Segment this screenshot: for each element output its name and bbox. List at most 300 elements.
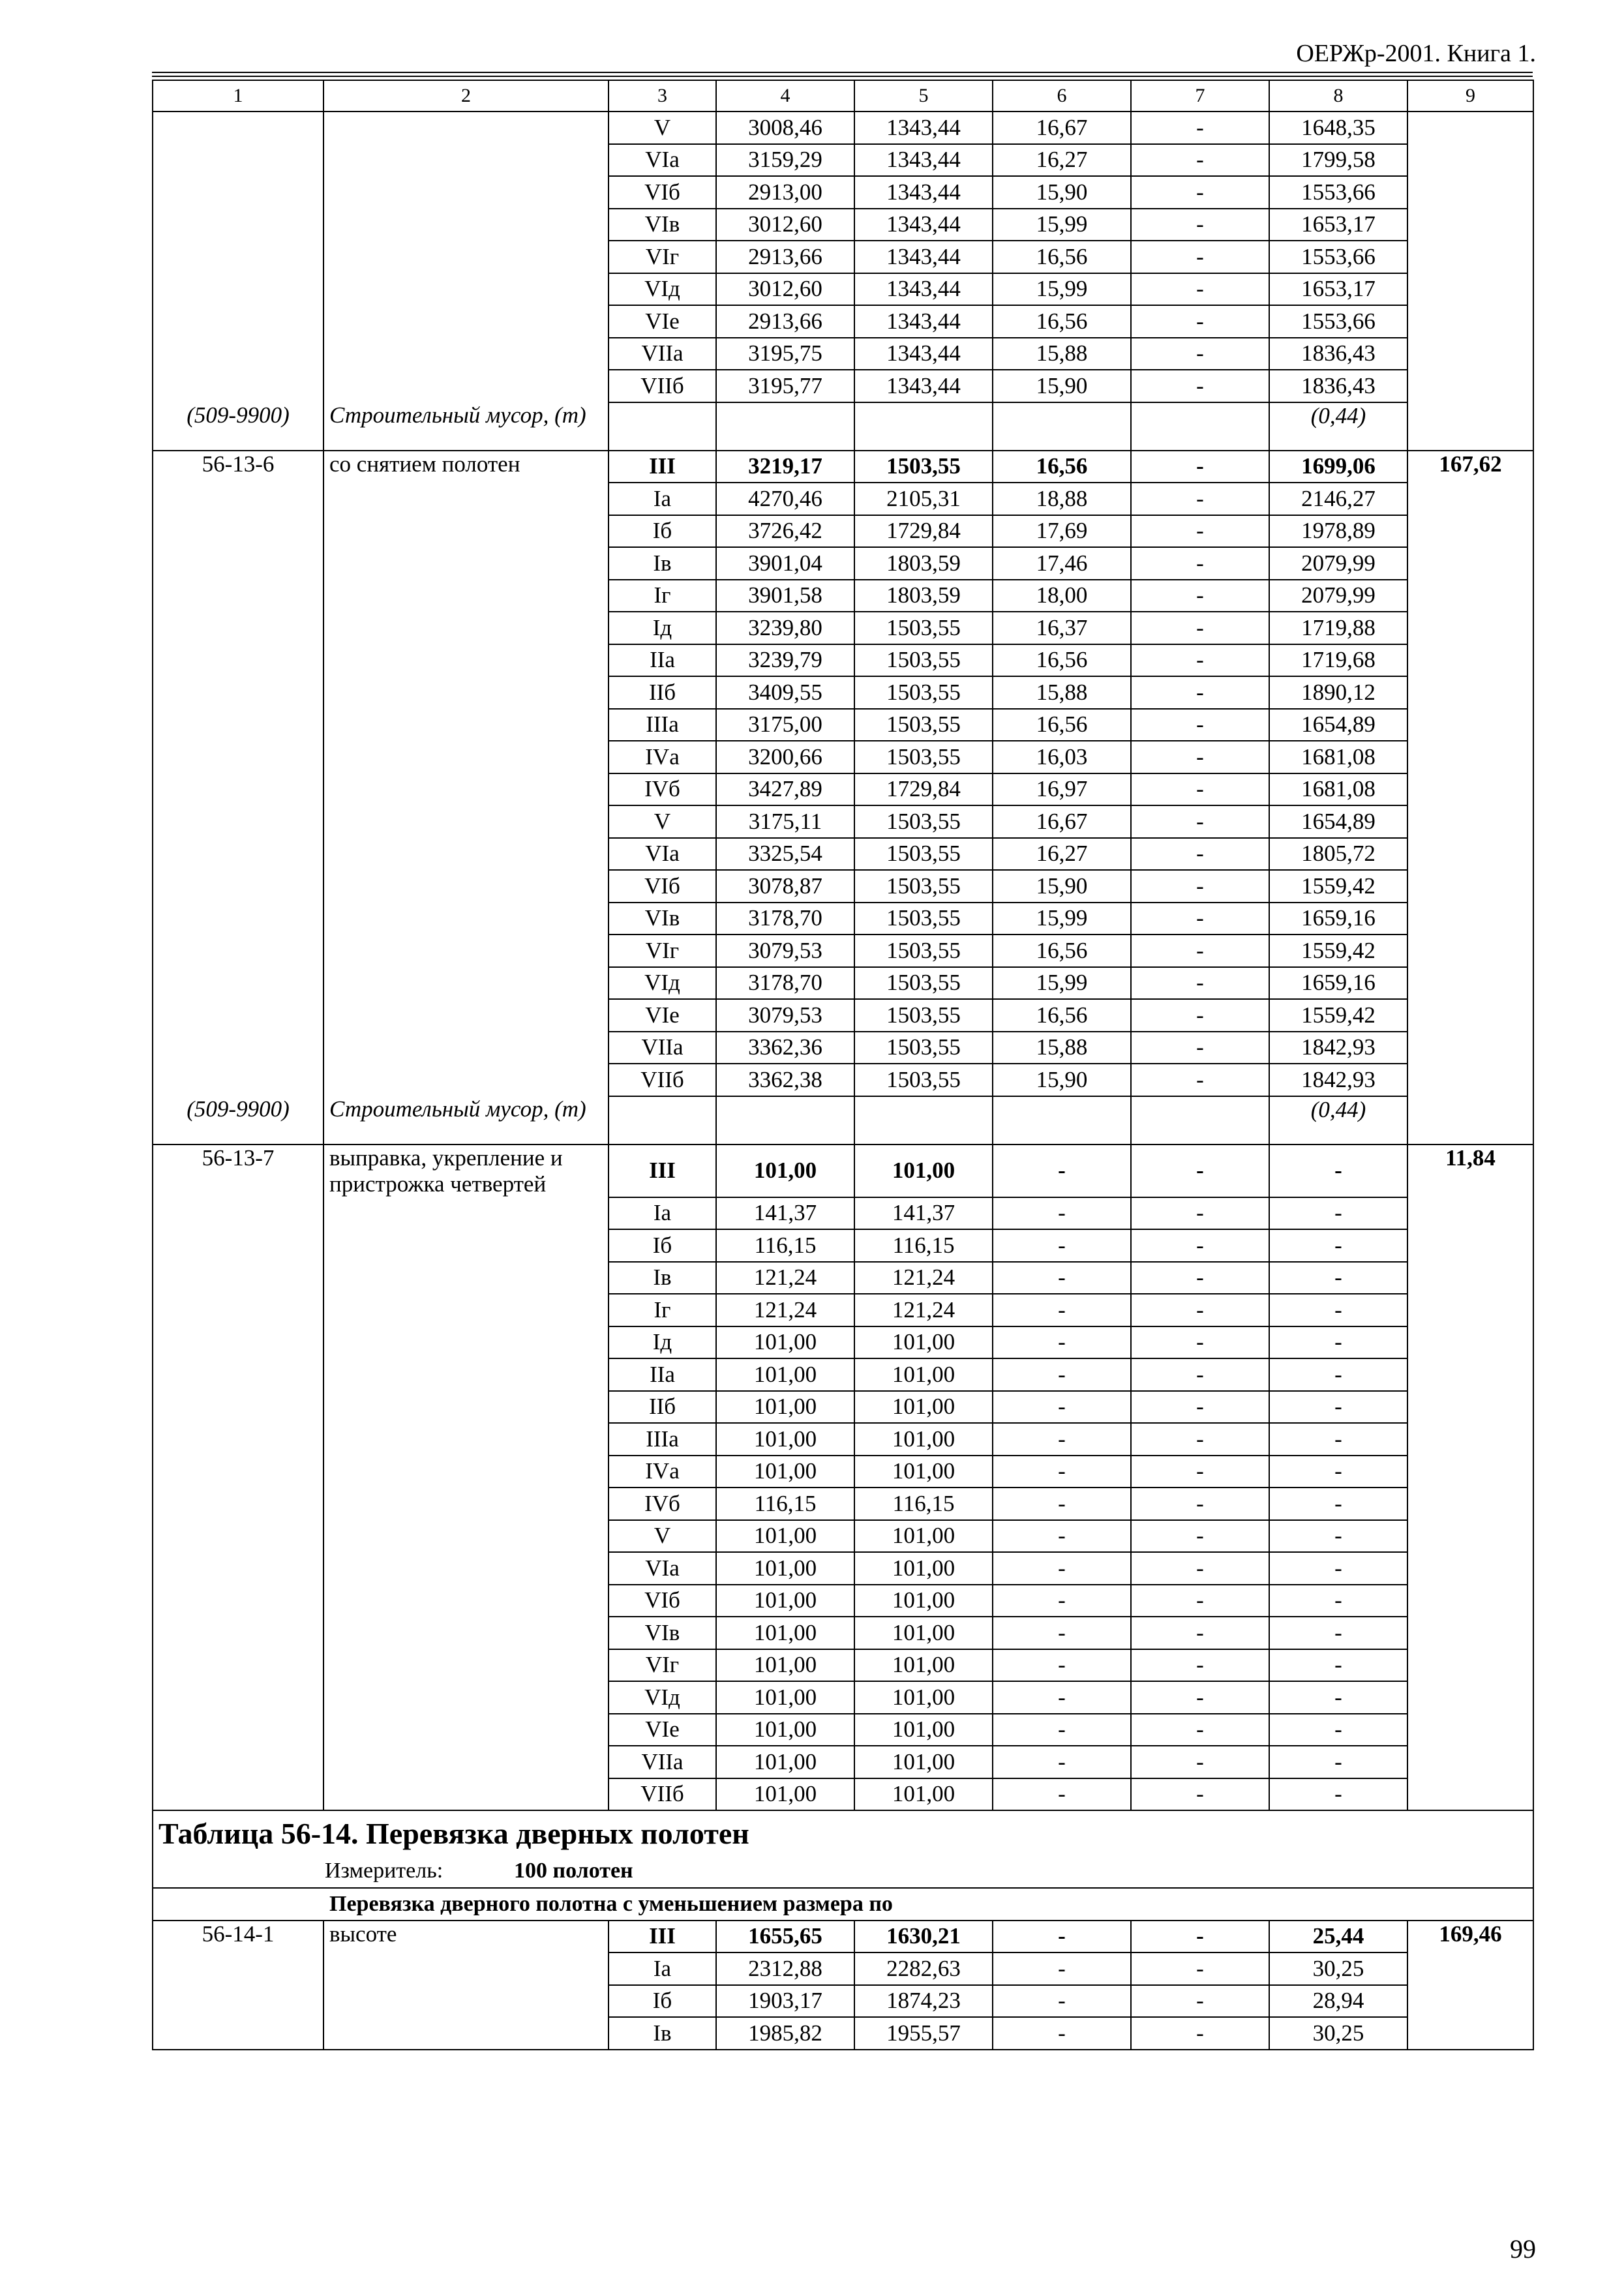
value-cell: 1654,89 (1269, 709, 1407, 741)
item-code (153, 515, 323, 548)
item-code (153, 1391, 323, 1424)
value-cell: 3239,80 (716, 612, 854, 644)
table-title-row (153, 1810, 1533, 1888)
item-name (323, 305, 609, 338)
total-cell (1407, 903, 1533, 935)
value-cell: - (1131, 1585, 1269, 1617)
value-cell: 3175,11 (716, 805, 854, 838)
table-row (153, 1456, 1533, 1488)
table-row (153, 580, 1533, 612)
total-cell (1407, 1617, 1533, 1649)
item-name (323, 805, 609, 838)
item-code (153, 838, 323, 871)
zone-code: VIIа (609, 1746, 716, 1778)
value-cell: - (1131, 451, 1269, 483)
total-cell (1407, 1488, 1533, 1520)
value-cell: 101,00 (854, 1456, 993, 1488)
value-cell: 1803,59 (854, 580, 993, 612)
total-cell (1407, 1197, 1533, 1230)
value-cell: 2079,99 (1269, 580, 1407, 612)
value-cell: 101,00 (854, 1552, 993, 1585)
value-cell: 1805,72 (1269, 838, 1407, 871)
value-cell: 2146,27 (1269, 483, 1407, 515)
zone-code: Iб (609, 515, 716, 548)
item-code (153, 612, 323, 644)
total-cell (1407, 773, 1533, 806)
empty-cell (609, 1096, 716, 1144)
zone-code: V (609, 805, 716, 838)
zone-code: VIIб (609, 1778, 716, 1811)
value-cell: 1903,17 (716, 1985, 854, 2018)
value-cell: 121,24 (716, 1262, 854, 1294)
value-cell: 18,00 (993, 580, 1131, 612)
value-cell: 1842,93 (1269, 1064, 1407, 1096)
total-cell (1407, 1456, 1533, 1488)
value-cell: - (1269, 1714, 1407, 1746)
total-cell (1407, 1681, 1533, 1714)
table-row (153, 1229, 1533, 1262)
value-cell: - (1131, 805, 1269, 838)
value-cell: - (1131, 1064, 1269, 1096)
item-code (153, 273, 323, 306)
item-name (323, 1985, 609, 2018)
value-cell: 1343,44 (854, 176, 993, 209)
value-cell: 101,00 (716, 1714, 854, 1746)
value-cell: - (993, 1229, 1131, 1262)
total-cell (1407, 144, 1533, 177)
value-cell: 25,44 (1269, 1921, 1407, 1953)
item-name (323, 370, 609, 402)
item-code (153, 1714, 323, 1746)
value-cell: - (1131, 1921, 1269, 1953)
value-cell: - (1131, 1952, 1269, 1985)
value-cell: 16,56 (993, 999, 1131, 1032)
table-row (153, 1358, 1533, 1391)
table-row (153, 1064, 1533, 1096)
value-cell: 101,00 (854, 1714, 993, 1746)
zone-code: IVб (609, 773, 716, 806)
value-cell: - (1131, 935, 1269, 967)
value-cell: - (1131, 644, 1269, 677)
value-cell: - (1131, 1391, 1269, 1424)
table-row (153, 1294, 1533, 1326)
zone-code: VIIа (609, 338, 716, 370)
value-cell: 1836,43 (1269, 338, 1407, 370)
item-name (323, 1064, 609, 1096)
zone-code: VIе (609, 999, 716, 1032)
value-cell: 101,00 (716, 1746, 854, 1778)
item-name (323, 144, 609, 177)
value-cell: 1978,89 (1269, 515, 1407, 548)
value-cell: - (993, 1144, 1131, 1197)
zone-code: Iв (609, 2017, 716, 2050)
item-code (153, 580, 323, 612)
value-cell: 1653,17 (1269, 273, 1407, 306)
total-cell: 11,84 (1407, 1144, 1533, 1197)
value-cell: - (1269, 1294, 1407, 1326)
value-cell: 1553,66 (1269, 241, 1407, 273)
value-cell: 16,03 (993, 741, 1131, 773)
item-code: 56-13-7 (153, 1144, 323, 1197)
value-cell: - (1131, 483, 1269, 515)
value-cell: - (1269, 1488, 1407, 1520)
total-cell (1407, 402, 1533, 451)
item-name (323, 1778, 609, 1811)
value-cell: - (1131, 547, 1269, 580)
value-cell: 101,00 (854, 1746, 993, 1778)
total-cell (1407, 1064, 1533, 1096)
value-cell: - (1269, 1391, 1407, 1424)
value-cell: - (1269, 1585, 1407, 1617)
zone-code: Iа (609, 1197, 716, 1230)
debris-code: (509-9900) (153, 1096, 323, 1144)
value-cell: 16,27 (993, 838, 1131, 871)
value-cell: 1699,06 (1269, 451, 1407, 483)
zone-code: VIIб (609, 370, 716, 402)
value-cell: 101,00 (716, 1649, 854, 1682)
item-code (153, 773, 323, 806)
total-cell (1407, 1952, 1533, 1985)
zone-code: VIд (609, 1681, 716, 1714)
value-cell: - (1131, 241, 1269, 273)
value-cell: 18,88 (993, 483, 1131, 515)
table-row (153, 870, 1533, 903)
item-code (153, 1032, 323, 1064)
value-cell: 1503,55 (854, 644, 993, 677)
value-cell: 1559,42 (1269, 999, 1407, 1032)
zone-code: VIа (609, 838, 716, 871)
value-cell: 101,00 (716, 1326, 854, 1359)
value-cell: 3079,53 (716, 999, 854, 1032)
item-code (153, 1294, 323, 1326)
value-cell: 101,00 (854, 1423, 993, 1456)
value-cell: 1653,17 (1269, 209, 1407, 241)
value-cell: - (1131, 209, 1269, 241)
item-code (153, 241, 323, 273)
table-row (153, 1617, 1533, 1649)
value-cell: 1842,93 (1269, 1032, 1407, 1064)
total-cell (1407, 1585, 1533, 1617)
table-row (153, 1144, 1533, 1197)
value-cell: 17,69 (993, 515, 1131, 548)
zone-code: Iб (609, 1985, 716, 2018)
value-cell: 1648,35 (1269, 112, 1407, 144)
value-cell: - (1269, 1262, 1407, 1294)
value-cell: - (1131, 999, 1269, 1032)
table-row (153, 935, 1533, 967)
table-row (153, 370, 1533, 402)
table-row (153, 1197, 1533, 1230)
price-table (152, 80, 1534, 2050)
value-cell: 15,90 (993, 176, 1131, 209)
value-cell: 1729,84 (854, 773, 993, 806)
column-number: 2 (323, 80, 609, 112)
zone-code: VIг (609, 1649, 716, 1682)
table-row (153, 676, 1533, 709)
item-code (153, 1952, 323, 1985)
value-cell: 1343,44 (854, 370, 993, 402)
value-cell: 2312,88 (716, 1952, 854, 1985)
value-cell: 3219,17 (716, 451, 854, 483)
value-cell: 116,15 (854, 1488, 993, 1520)
total-cell (1407, 999, 1533, 1032)
value-cell: 101,00 (854, 1144, 993, 1197)
total-cell (1407, 241, 1533, 273)
item-name (323, 1952, 609, 1985)
value-cell: - (1131, 1778, 1269, 1811)
zone-code: IIа (609, 644, 716, 677)
value-cell: 1654,89 (1269, 805, 1407, 838)
zone-code: IIб (609, 1391, 716, 1424)
value-cell: - (993, 1520, 1131, 1553)
value-cell: - (1131, 1262, 1269, 1294)
item-code (153, 741, 323, 773)
column-number: 1 (153, 80, 323, 112)
value-cell: 16,27 (993, 144, 1131, 177)
item-code (153, 1778, 323, 1811)
item-code (153, 967, 323, 1000)
value-cell: - (1131, 1456, 1269, 1488)
item-name (323, 176, 609, 209)
item-code (153, 805, 323, 838)
header-rule (152, 72, 1533, 73)
value-cell: - (1269, 1423, 1407, 1456)
value-cell: - (1131, 709, 1269, 741)
item-code (153, 644, 323, 677)
total-cell (1407, 1096, 1533, 1144)
total-cell (1407, 2017, 1533, 2050)
item-name (323, 935, 609, 967)
value-cell: - (993, 1423, 1131, 1456)
value-cell: - (1131, 1552, 1269, 1585)
item-name (323, 580, 609, 612)
value-cell: - (993, 1262, 1131, 1294)
zone-code: Iв (609, 547, 716, 580)
value-cell: 15,90 (993, 1064, 1131, 1096)
zone-code: Iг (609, 1294, 716, 1326)
empty-cell (993, 402, 1131, 451)
item-name (323, 1585, 609, 1617)
value-cell: - (1131, 1488, 1269, 1520)
value-cell: 1559,42 (1269, 935, 1407, 967)
value-cell: 116,15 (716, 1488, 854, 1520)
zone-code: VIд (609, 967, 716, 1000)
value-cell: 101,00 (854, 1520, 993, 1553)
item-code (153, 999, 323, 1032)
value-cell: 1803,59 (854, 547, 993, 580)
total-cell (1407, 1423, 1533, 1456)
zone-code: Iа (609, 1952, 716, 1985)
zone-code: IIIа (609, 1423, 716, 1456)
value-cell: 1503,55 (854, 967, 993, 1000)
item-code (153, 870, 323, 903)
item-code (153, 144, 323, 177)
item-name (323, 483, 609, 515)
value-cell: - (993, 1488, 1131, 1520)
value-cell: 101,00 (716, 1456, 854, 1488)
value-cell: - (1131, 1520, 1269, 1553)
measure-label: Измеритель: (325, 1859, 444, 1883)
table-row (153, 1262, 1533, 1294)
table-row (153, 1585, 1533, 1617)
item-name (323, 273, 609, 306)
value-cell: 3008,46 (716, 112, 854, 144)
value-cell: 15,90 (993, 870, 1131, 903)
subheading-row (153, 1888, 1533, 1921)
value-cell: 3012,60 (716, 273, 854, 306)
item-name (323, 1358, 609, 1391)
value-cell: 1729,84 (854, 515, 993, 548)
value-cell: 3239,79 (716, 644, 854, 677)
value-cell: 1503,55 (854, 612, 993, 644)
value-cell: 101,00 (854, 1649, 993, 1682)
value-cell: 1503,55 (854, 1032, 993, 1064)
table-row (153, 1952, 1533, 1985)
item-name (323, 1714, 609, 1746)
value-cell: 17,46 (993, 547, 1131, 580)
table-row (153, 305, 1533, 338)
item-name (323, 112, 609, 144)
header-rule (152, 76, 1533, 77)
item-name (323, 870, 609, 903)
total-cell (1407, 967, 1533, 1000)
table-row (153, 273, 1533, 306)
value-cell: - (1131, 1358, 1269, 1391)
value-cell: - (1131, 1326, 1269, 1359)
value-cell: 101,00 (854, 1326, 993, 1359)
value-cell: 1503,55 (854, 805, 993, 838)
value-cell: 1503,55 (854, 935, 993, 967)
value-cell: 3901,04 (716, 547, 854, 580)
item-name (323, 903, 609, 935)
total-cell (1407, 612, 1533, 644)
item-name (323, 1456, 609, 1488)
value-cell: 101,00 (854, 1778, 993, 1811)
value-cell: - (1131, 1197, 1269, 1230)
value-cell: 3409,55 (716, 676, 854, 709)
value-cell: - (1269, 1681, 1407, 1714)
value-cell: - (1131, 838, 1269, 871)
item-name (323, 1649, 609, 1682)
debris-row (153, 1096, 1533, 1144)
item-code (153, 1617, 323, 1649)
table-row (153, 1714, 1533, 1746)
total-cell (1407, 112, 1533, 144)
item-code (153, 112, 323, 144)
total-cell (1407, 805, 1533, 838)
value-cell: 101,00 (716, 1778, 854, 1811)
total-cell (1407, 547, 1533, 580)
item-code (153, 903, 323, 935)
item-name (323, 1488, 609, 1520)
value-cell: 3079,53 (716, 935, 854, 967)
value-cell: 101,00 (716, 1681, 854, 1714)
value-cell: - (1131, 870, 1269, 903)
value-cell: 3195,75 (716, 338, 854, 370)
value-cell: 101,00 (854, 1358, 993, 1391)
item-code (153, 1649, 323, 1682)
total-cell (1407, 1778, 1533, 1811)
value-cell: 1343,44 (854, 338, 993, 370)
item-name (323, 1617, 609, 1649)
total-cell (1407, 305, 1533, 338)
value-cell: - (1131, 1985, 1269, 2018)
value-cell: 2913,66 (716, 305, 854, 338)
table-row (153, 1778, 1533, 1811)
value-cell: 1681,08 (1269, 773, 1407, 806)
table-row (153, 1520, 1533, 1553)
page-number: 99 (1510, 2234, 1536, 2264)
value-cell: 3178,70 (716, 903, 854, 935)
empty-cell (716, 1096, 854, 1144)
value-cell: 121,24 (854, 1262, 993, 1294)
value-cell: 1503,55 (854, 741, 993, 773)
value-cell: - (1131, 1229, 1269, 1262)
value-cell: 101,00 (716, 1144, 854, 1197)
table-row (153, 1921, 1533, 1953)
item-name (323, 838, 609, 871)
zone-code: Iд (609, 612, 716, 644)
value-cell: - (1131, 580, 1269, 612)
empty-cell (854, 402, 993, 451)
value-cell: - (1131, 676, 1269, 709)
value-cell: 16,56 (993, 644, 1131, 677)
value-cell: - (993, 1952, 1131, 1985)
item-code (153, 709, 323, 741)
table-row (153, 2017, 1533, 2050)
total-cell (1407, 1294, 1533, 1326)
value-cell: 101,00 (716, 1423, 854, 1456)
value-cell: - (1269, 1746, 1407, 1778)
table-row (153, 644, 1533, 677)
table-row (153, 709, 1533, 741)
item-name (323, 967, 609, 1000)
item-name (323, 1262, 609, 1294)
value-cell: - (993, 1294, 1131, 1326)
value-cell: 3362,38 (716, 1064, 854, 1096)
value-cell: - (1269, 1552, 1407, 1585)
value-cell: 121,24 (716, 1294, 854, 1326)
item-name (323, 2017, 609, 2050)
zone-code: IVа (609, 741, 716, 773)
total-cell (1407, 709, 1533, 741)
total-cell (1407, 176, 1533, 209)
debris-code: (509-9900) (153, 402, 323, 451)
item-name: высоте (323, 1921, 609, 1953)
total-cell (1407, 483, 1533, 515)
zone-code: Iв (609, 1262, 716, 1294)
debris-name: Строительный мусор, (т) (323, 402, 609, 451)
value-cell: - (1269, 1326, 1407, 1359)
item-code (153, 1585, 323, 1617)
value-cell: 1955,57 (854, 2017, 993, 2050)
value-cell: 1503,55 (854, 676, 993, 709)
item-code (153, 1358, 323, 1391)
value-cell: 3200,66 (716, 741, 854, 773)
item-name (323, 1746, 609, 1778)
total-cell (1407, 338, 1533, 370)
empty-cell (1131, 1096, 1269, 1144)
item-code (153, 1229, 323, 1262)
value-cell: - (1131, 773, 1269, 806)
value-cell: 1659,16 (1269, 903, 1407, 935)
table-row (153, 838, 1533, 871)
total-cell (1407, 370, 1533, 402)
total-cell (1407, 1358, 1533, 1391)
item-code: 56-13-6 (153, 451, 323, 483)
value-cell: - (1131, 144, 1269, 177)
value-cell: 141,37 (854, 1197, 993, 1230)
